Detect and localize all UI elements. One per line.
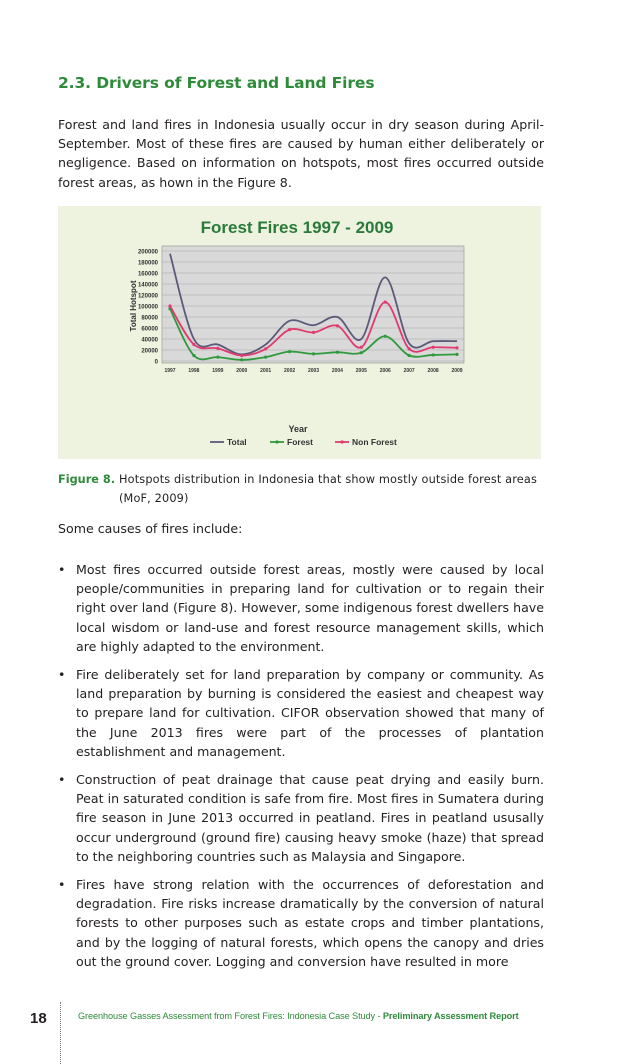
figure-caption-text: Hotspots distribution in Indonesia that show mostly outside forest areas (MoF, 2009): [119, 473, 538, 505]
x-axis-label: Year: [288, 424, 308, 434]
footer-bold-text: Preliminary Assessment Report: [382, 1011, 519, 1021]
y-tick-label: 20000: [141, 348, 158, 355]
y-tick-label: 120000: [137, 293, 158, 300]
list-item: [58, 770, 544, 866]
data-point-non-forest: [455, 346, 458, 349]
list-item-text: Fires have strong relation with the occurrences of deforestation and degradation. Fire risks increase dramatically by the conversion of natural forests to other purposes such as estate crops and timber plantations, and by the logging of natural forests, which opens the canopy and dries out the ground cover. Logging and conversion have resulted in more: [76, 877, 544, 969]
y-tick-label: 0: [154, 359, 158, 366]
data-point-forest: [264, 356, 267, 359]
legend-marker-non-forest: [340, 440, 343, 443]
data-point-forest: [192, 354, 195, 357]
data-point-forest: [336, 351, 339, 354]
running-footer: [78, 1011, 519, 1021]
data-point-non-forest: [312, 331, 315, 334]
data-point-non-forest: [408, 347, 411, 350]
x-tick-label: 2004: [331, 368, 343, 374]
causes-intro: Some causes of fires include:: [58, 521, 243, 536]
data-point-forest: [360, 351, 363, 354]
bullet-marker: •: [58, 772, 66, 788]
data-point-forest: [312, 352, 315, 355]
y-axis-label: Total Hotspot: [129, 280, 138, 332]
data-point-non-forest: [192, 343, 195, 346]
data-point-forest: [408, 354, 411, 357]
legend-marker-forest: [275, 440, 278, 443]
data-point-non-forest: [336, 324, 339, 327]
data-point-non-forest: [431, 346, 434, 349]
x-tick-label: 2007: [403, 368, 415, 374]
intro-paragraph: Forest and land fires in Indonesia usually occur in dry season during April-September. Most of these fires are caused by human either deliberately or negligence. Based on information on hotspots, most fires occurred outside forest areas, as hown in the Figure 8.: [58, 117, 544, 190]
x-tick-label: 2000: [236, 368, 248, 374]
section-title: 2.3. Drivers of Forest and Land Fires: [58, 74, 375, 92]
list-item: [58, 560, 544, 656]
x-tick-label: 2001: [260, 368, 272, 374]
x-tick-label: 1997: [164, 368, 176, 374]
legend-label-forest: Forest: [287, 437, 313, 447]
list-item-text: Fire deliberately set for land preparation by company or community. As land preparation by burning is considered the easiest and cheapest way to prepare land for cultivation. CIFOR observation showed that many of the June 2013 fires were part of the processes of plantation establishment and management.: [76, 667, 544, 759]
data-point-non-forest: [264, 347, 267, 350]
data-point-non-forest: [384, 301, 387, 304]
y-tick-label: 180000: [137, 260, 158, 267]
data-point-forest: [288, 350, 291, 353]
bullet-marker: •: [58, 667, 66, 683]
y-tick-label: 140000: [137, 282, 158, 289]
y-tick-label: 80000: [141, 315, 158, 322]
data-point-forest: [455, 353, 458, 356]
data-point-non-forest: [360, 346, 363, 349]
page-number: 18: [30, 1010, 47, 1027]
chart-legend: [210, 437, 397, 447]
footer-text: Greenhouse Gasses Assessment from Forest Fires: Indonesia Case Study -: [78, 1011, 383, 1021]
x-tick-label: 1998: [188, 368, 200, 374]
x-tick-label: 2003: [307, 368, 320, 374]
legend-label-total: Total: [227, 437, 247, 447]
data-point-non-forest: [288, 328, 291, 331]
list-item-text: Construction of peat drainage that cause peat drying and easily burn. Peat in saturated condition is safe from fire. Most fires in Sumatera during fire season in June 2013 occurred in peatland. Fires in peatland ususally occur underground (ground fire) causing heavy smoke (haze) that spread to the neighboring countries such as Malaysia and Singapore.: [76, 772, 544, 864]
figure-8: [58, 206, 541, 459]
y-tick-label: 40000: [141, 337, 158, 344]
y-tick-label: 200000: [137, 249, 158, 256]
x-tick-label: 2005: [355, 368, 367, 374]
data-point-non-forest: [240, 354, 243, 357]
legend-label-non-forest: Non Forest: [352, 437, 397, 447]
y-tick-label: 160000: [137, 271, 158, 278]
data-point-non-forest: [168, 304, 171, 307]
x-tick-label: 2009: [451, 368, 463, 374]
list-item-text: Most fires occurred outside forest areas, mostly were caused by local people/communities in preparing land for cultivation or to regain their right over land (Figure 8). However, some indigenous forest dwellers have local wisdom or land-use and forest resource management skills, which are highly adapted to the environment.: [76, 562, 544, 654]
figure-label: Figure 8.: [58, 473, 116, 486]
y-tick-label: 60000: [141, 326, 158, 333]
data-point-forest: [216, 356, 219, 359]
bullet-marker: •: [58, 877, 66, 893]
x-tick-label: 2002: [284, 368, 296, 374]
x-tick-label: 2008: [427, 368, 439, 374]
chart-title: Forest Fires 1997 - 2009: [200, 218, 394, 237]
footer-divider: [60, 1002, 61, 1064]
bullet-marker: •: [58, 562, 66, 577]
data-point-forest: [431, 353, 434, 356]
data-point-forest: [384, 335, 387, 338]
x-tick-label: 2006: [379, 368, 391, 374]
causes-list: [58, 560, 544, 980]
x-tick-label: 1999: [212, 368, 224, 374]
list-item: [58, 665, 544, 761]
y-tick-label: 100000: [137, 304, 158, 311]
data-point-forest: [240, 358, 243, 361]
data-point-non-forest: [216, 347, 219, 350]
list-item: [58, 875, 544, 971]
forest-fires-chart: [58, 206, 541, 459]
